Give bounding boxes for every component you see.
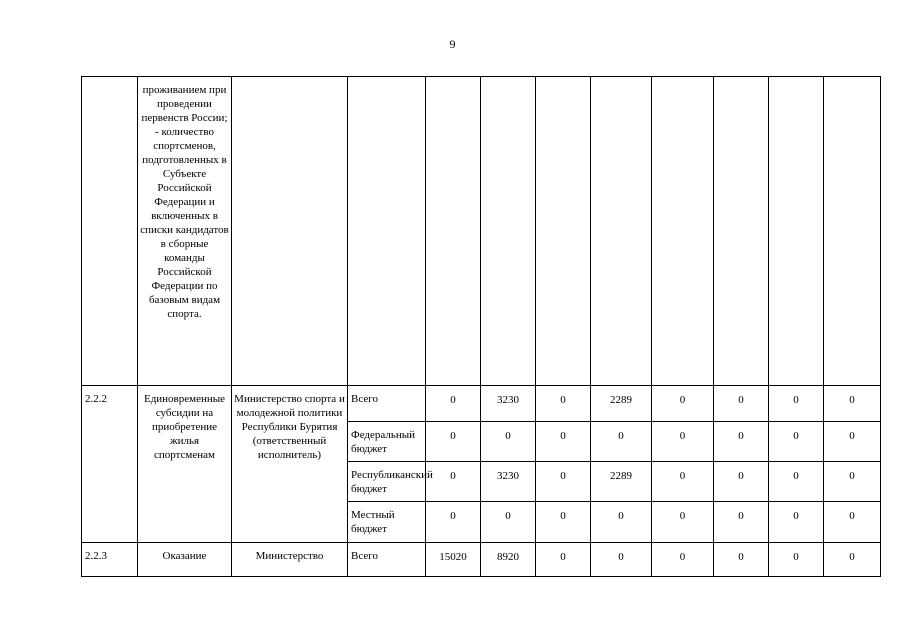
table-row-continued: [82, 77, 881, 386]
value-cell: 0: [591, 502, 652, 543]
value-cell: 0: [824, 422, 881, 462]
budget-table: [81, 76, 881, 577]
item-code: 2.2.3: [82, 543, 138, 577]
value-cell: 0: [591, 422, 652, 462]
item-executor: Министерство спорта и молодежной политики Республики Бурятия (ответственный исполнитель): [232, 386, 348, 543]
table-row: [82, 386, 881, 422]
value-cell: 0: [824, 386, 881, 422]
item-code: 2.2.2: [82, 386, 138, 543]
value-cell: 2289: [591, 386, 652, 422]
funding-source: Всего: [348, 386, 426, 422]
value-cell: 15020: [426, 543, 481, 577]
value-cell: 0: [536, 386, 591, 422]
description-cell: проживанием при проведении первенств России; - количество спортсменов, подготовленных в Субъекте Российской Федерации и включенных в списки кандидатов в сборные команды Российской Федерации по базовым видам спорта.: [138, 77, 232, 386]
value-cell: 0: [652, 422, 714, 462]
value-cell: 0: [481, 422, 536, 462]
value-cell: 0: [426, 462, 481, 502]
table-row: [82, 543, 881, 577]
item-description: Единовременные субсидии на приобретение жилья спортсменам: [138, 386, 232, 543]
value-cell: 0: [426, 386, 481, 422]
value-cell: 0: [536, 543, 591, 577]
value-cell: 0: [591, 543, 652, 577]
value-cell: 0: [769, 386, 824, 422]
item-executor: Министерство: [232, 543, 348, 577]
value-cell: 0: [714, 543, 769, 577]
funding-source: Республиканский бюджет: [348, 462, 426, 502]
value-cell: 0: [536, 502, 591, 543]
funding-source: Местный бюджет: [348, 502, 426, 543]
value-cell: 0: [714, 462, 769, 502]
value-cell: 0: [769, 462, 824, 502]
value-cell: [591, 77, 652, 386]
source-cell: [348, 77, 426, 386]
value-cell: 0: [652, 386, 714, 422]
value-cell: [769, 77, 824, 386]
value-cell: 3230: [481, 386, 536, 422]
funding-source: Всего: [348, 543, 426, 577]
value-cell: 0: [536, 422, 591, 462]
value-cell: 0: [714, 386, 769, 422]
value-cell: 0: [769, 543, 824, 577]
value-cell: 0: [652, 502, 714, 543]
value-cell: 0: [769, 502, 824, 543]
value-cell: 2289: [591, 462, 652, 502]
value-cell: 0: [426, 422, 481, 462]
value-cell: 0: [426, 502, 481, 543]
value-cell: [426, 77, 481, 386]
value-cell: 0: [714, 502, 769, 543]
funding-source: Федеральный бюджет: [348, 422, 426, 462]
value-cell: 0: [824, 462, 881, 502]
value-cell: [714, 77, 769, 386]
value-cell: [652, 77, 714, 386]
value-cell: 0: [714, 422, 769, 462]
value-cell: 0: [824, 543, 881, 577]
value-cell: 3230: [481, 462, 536, 502]
value-cell: [481, 77, 536, 386]
value-cell: 0: [536, 462, 591, 502]
value-cell: [536, 77, 591, 386]
value-cell: 0: [824, 502, 881, 543]
value-cell: 0: [652, 462, 714, 502]
value-cell: 0: [769, 422, 824, 462]
value-cell: 0: [481, 502, 536, 543]
value-cell: 8920: [481, 543, 536, 577]
page-number: 9: [449, 37, 456, 51]
value-cell: [824, 77, 881, 386]
executor-cell: [232, 77, 348, 386]
value-cell: 0: [652, 543, 714, 577]
item-description: Оказание: [138, 543, 232, 577]
code-cell: [82, 77, 138, 386]
